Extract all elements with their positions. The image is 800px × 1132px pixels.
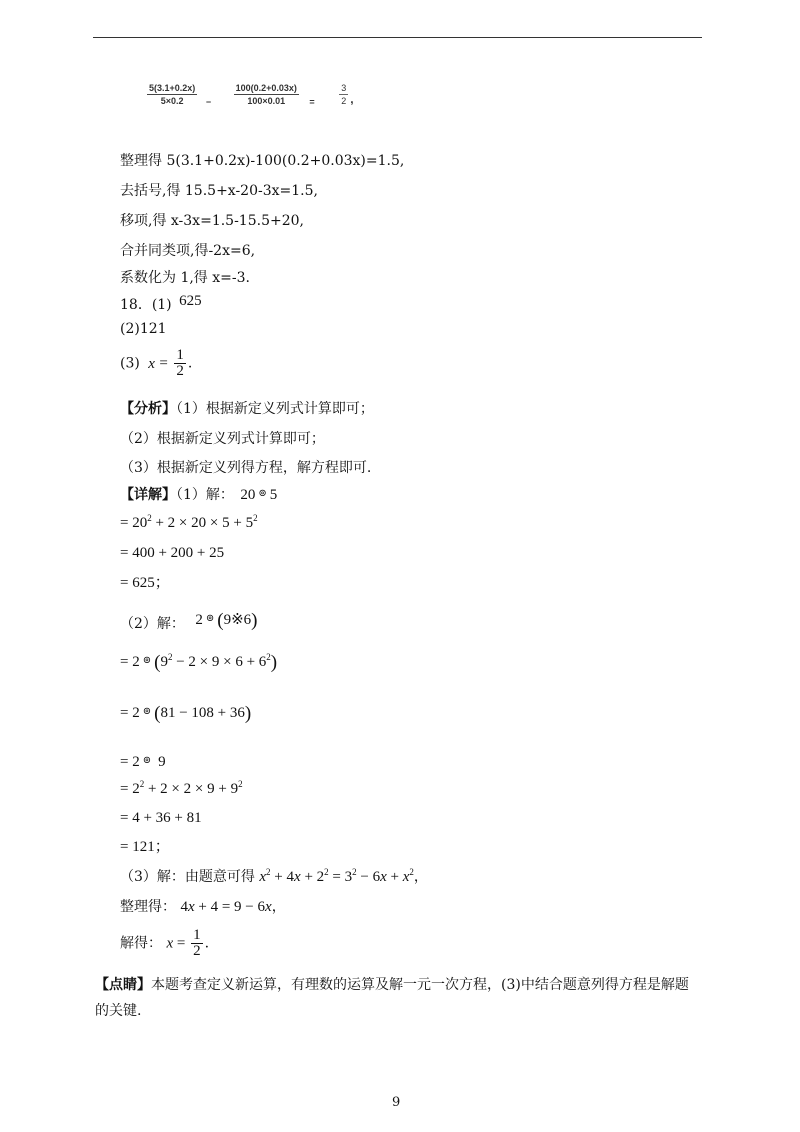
detail-p3-solution: 解得： x = $\frac{1}{2}$ . [120,927,210,959]
analysis-line-3: （3）根据新定义列得方程，解方程即可. [120,460,372,476]
step-line: 去括号,得 15.5+x-20-3x=1.5, [120,183,318,199]
detail-p2-step1: = 2 ⊚ $(9^2 - 2 \times 9 \times 6 + 6^2)$ [120,652,278,673]
header-rule [93,37,702,38]
fraction-half: $\frac{1}{2}$ [176,347,184,379]
detail-tag: 【详解】 [120,487,176,503]
fraction-3: $\frac{3}{2}$ [341,83,347,106]
step-line: 系数化为 1,得 x=-3. [120,270,250,286]
detail-p1-step3: = 625； [120,575,170,591]
analysis-line-2: （2）根据新定义列式计算即可； [120,431,325,447]
comment-tag: 【点睛】 [95,977,151,993]
detail-p2-step5: = 4 + 36 + 81 [120,810,202,826]
detail-p2-step4: = $2^2 + 2 \times 2 \times 9 + 9^2$ [120,779,243,797]
detail-p1-step2: = 400 + 200 + 25 [120,545,225,561]
fraction-2: $\frac{100(0.2+0.03x)}{100\times 0.01}$ [235,83,297,106]
q18-part1: 18．(1) 625 [120,293,202,313]
detail-p2-step6: = 121； [120,839,170,855]
analysis-line-1: 【分析】（1）根据新定义列式计算即可； [120,401,374,417]
detail-p2-head: （2）解： 2 ⊚ (9※6) [120,610,258,632]
circle-operator-icon: ⊚ [142,755,152,766]
step-line: 整理得 5(3.1+0.2x)-100(0.2+0.03x)=1.5, [120,153,405,169]
circle-operator-icon: ⊚ [258,488,267,499]
minus-sign: − [205,96,212,107]
q18-part2: (2)121 [120,321,167,337]
circle-operator-icon: ⊚ [205,613,215,624]
circle-operator-icon: ⊚ [142,655,152,666]
circle-operator-icon: ⊚ [142,706,152,717]
equals-sign: = [309,96,315,107]
top-equation: $\frac{5(3.1+0.2x)}{5\times 0.2}$ − $\frac{100(0.2+0.03x)}{100\times 0.01}$ = $\frac{3}{2}$ , [149,83,354,107]
detail-p3-line: （3）解：由题意可得 $x^2 + 4x + 2^2 = 3^2 - 6x + x^2$， [120,867,428,885]
detail-p1-step1: = $20^2 + 2 \times 20 \times 5 + 5^2$ [120,513,258,531]
comment-line-1: 【点睛】本题考查定义新运算，有理数的运算及解一元一次方程，(3)中结合题意列得方程是解题 [95,977,689,993]
q18-part3: (3) x = $\frac{1}{2}$ . [120,347,193,379]
detail-line-1: 【详解】（1）解： 20 ⊚ 5 [120,487,278,503]
detail-p2-step3: = 2 ⊚ 9 [120,754,166,770]
detail-p2-step2: = 2 ⊚ (81 − 108 + 36) [120,703,252,724]
detail-p3-step: 整理得： 4x + 4 = 9 − 6x， [120,899,286,915]
step-line: 合并同类项,得-2x=6, [120,243,256,259]
analysis-tag: 【分析】 [120,401,176,417]
fraction-1: $\frac{5(3.1+0.2x)}{5\times 0.2}$ [149,83,196,106]
fraction-half: $\frac{1}{2}$ [193,927,201,959]
step-line: 移项,得 x-3x=1.5-15.5+20, [120,213,304,229]
page-number: 9 [392,1095,401,1110]
comment-line-2: 的关键. [95,1003,142,1019]
